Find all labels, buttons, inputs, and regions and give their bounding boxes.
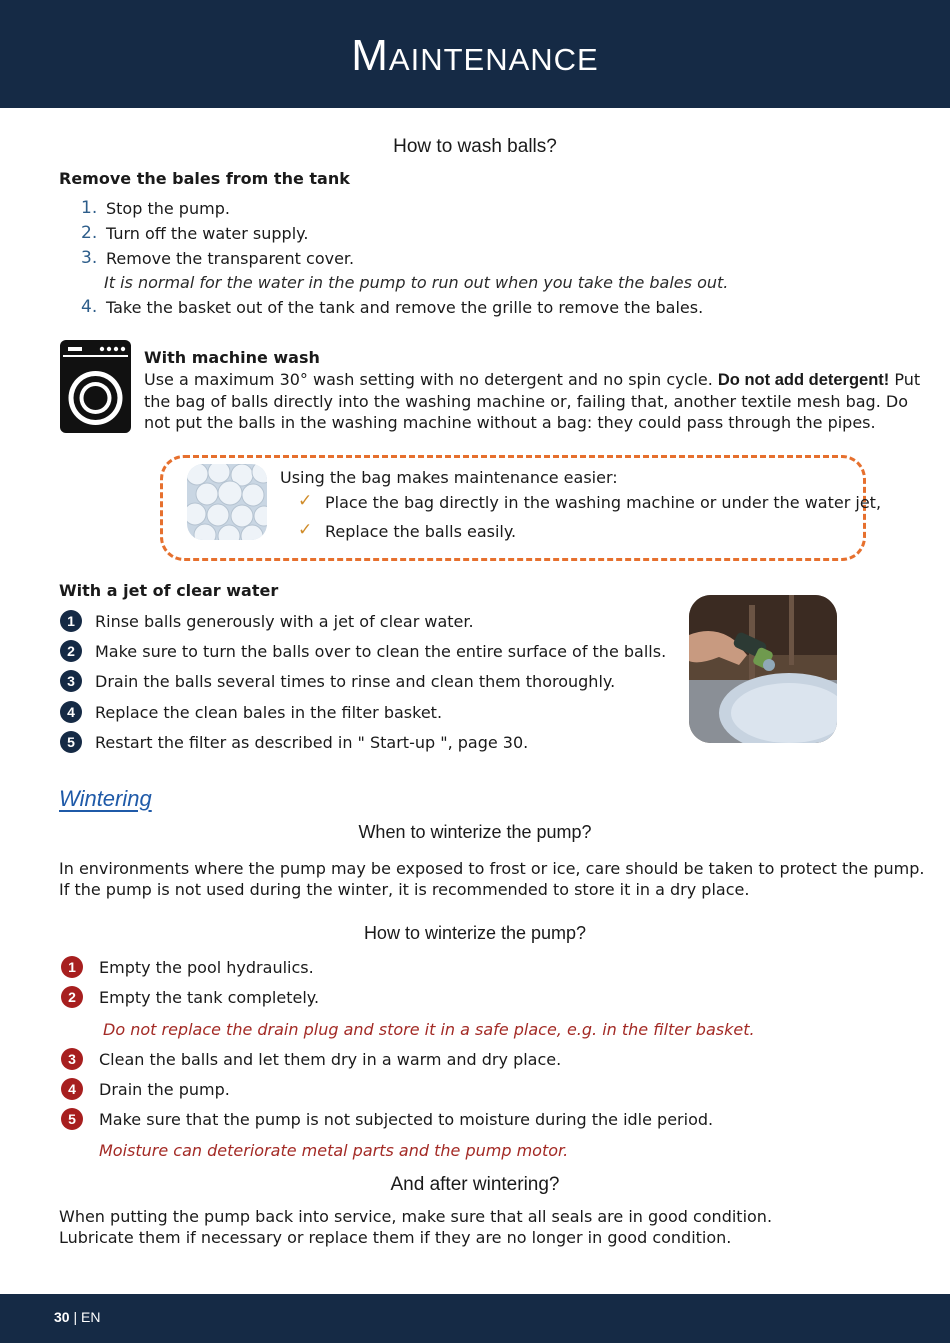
check-icon: ✓ [298, 520, 313, 540]
remove-bales-title: Remove the bales from the tank [59, 169, 350, 188]
step-badge: 5 [61, 1108, 83, 1130]
washing-machine-icon [60, 340, 131, 433]
how-winterize-heading: How to winterize the pump? [363, 923, 587, 943]
step-text: Take the basket out of the tank and remove the grille to remove the bales. [106, 298, 704, 317]
page-title: Maintenance [351, 31, 599, 80]
step-text: Clean the balls and let them dry in a warm and dry place. [99, 1050, 562, 1069]
step-badge: 1 [61, 956, 83, 978]
step-note: It is normal for the water in the pump to run out when you take the bales out. [104, 273, 729, 292]
step-text: Restart the filter as described in " Start-up ", page 30. [95, 733, 529, 752]
when-winterize-text [59, 858, 929, 900]
step-text: Replace the clean bales in the filter basket. [95, 703, 443, 722]
step-number: 3. [81, 248, 98, 268]
text-line: If the pump is not used during the winter, it is recommended to store it in a dry place. [59, 880, 750, 899]
page-header [0, 0, 950, 108]
machine-wash-text [144, 369, 921, 433]
water-jet-photo [689, 595, 837, 743]
moisture-note: Moisture can deteriorate metal parts and the pump motor. [99, 1141, 569, 1160]
step-text: Turn off the water supply. [106, 224, 309, 243]
step-badge: 2 [61, 986, 83, 1008]
step-text: Stop the pump. [106, 199, 230, 218]
page-lang: EN [81, 1309, 101, 1325]
machine-line-1-end: Put [894, 370, 921, 389]
step-badge: 1 [60, 610, 82, 632]
step-text: Make sure to turn the balls over to clean the entire surface of the balls. [95, 642, 667, 661]
text-line: In environments where the pump may be exposed to frost or ice, care should be taken to protect the pump. [59, 859, 925, 878]
step-text: Drain the balls several times to rinse and clean them thoroughly. [95, 672, 616, 691]
after-wintering-heading: And after wintering? [390, 1174, 560, 1195]
machine-line-1: Use a maximum 30° wash setting with no detergent and no spin cycle. [144, 370, 713, 389]
step-number: 2. [81, 223, 98, 243]
step-badge: 2 [60, 640, 82, 662]
step-text: Drain the pump. [99, 1080, 230, 1099]
callout-intro: Using the bag makes maintenance easier: [280, 468, 618, 487]
check-icon: ✓ [298, 491, 313, 511]
text-line: When putting the pump back into service, make sure that all seals are in good condition. [59, 1207, 773, 1226]
step-text: Make sure that the pump is not subjected to moisture during the idle period. [99, 1110, 714, 1129]
page-footer [0, 1294, 950, 1343]
page-num: 30 [54, 1309, 70, 1325]
filter-balls-photo [187, 464, 267, 540]
page-sep: | [73, 1309, 78, 1325]
step-number: 1. [81, 198, 98, 218]
jet-wash-title: With a jet of clear water [59, 581, 279, 600]
step-badge: 5 [60, 731, 82, 753]
step-badge: 3 [60, 670, 82, 692]
no-detergent-warning: Do not add detergent! [717, 371, 890, 389]
step-text: Empty the pool hydraulics. [99, 958, 314, 977]
wintering-section-title: Wintering [59, 786, 152, 811]
when-winterize-heading: When to winterize the pump? [358, 822, 592, 842]
after-wintering-text [59, 1206, 929, 1248]
machine-wash-title: With machine wash [144, 348, 320, 367]
step-number: 4. [81, 297, 98, 317]
step-text: Remove the transparent cover. [106, 249, 355, 268]
machine-line-3: not put the balls in the washing machine without a bag: they could pass through the pipes. [144, 413, 876, 432]
step-text: Rinse balls generously with a jet of clear water. [95, 612, 474, 631]
step-badge: 4 [61, 1078, 83, 1100]
step-text: Empty the tank completely. [99, 988, 320, 1007]
callout-item: Place the bag directly in the washing machine or under the water jet, [325, 493, 882, 512]
callout-item: Replace the balls easily. [325, 522, 517, 541]
wash-heading: How to wash balls? [393, 136, 557, 157]
machine-line-2: the bag of balls directly into the washing machine or, failing that, another textile mesh bag. Do [144, 392, 908, 411]
page-number [54, 1309, 100, 1325]
step-badge: 3 [61, 1048, 83, 1070]
step-badge: 4 [60, 701, 82, 723]
text-line: Lubricate them if necessary or replace them if they are no longer in good condition. [59, 1228, 732, 1247]
drain-plug-note: Do not replace the drain plug and store it in a safe place, e.g. in the filter basket. [103, 1020, 755, 1039]
